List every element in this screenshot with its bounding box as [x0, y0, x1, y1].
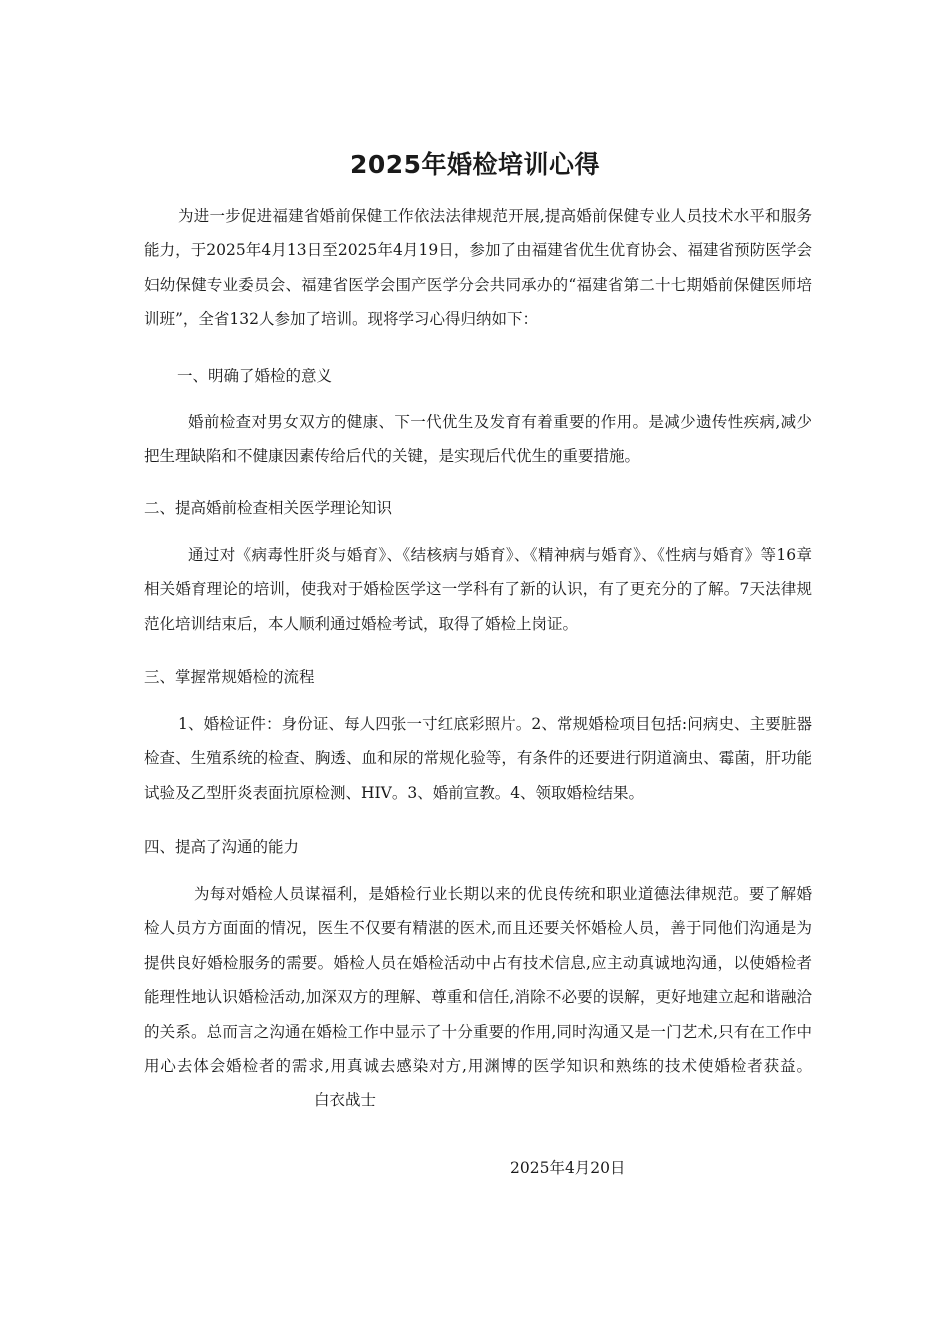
signature: 白衣战士 — [314, 1091, 377, 1110]
section-heading-2: 二、提高婚前检查相关医学理论知识 — [144, 499, 393, 517]
document-title: 2025年婚检培训心得 — [349, 150, 601, 179]
intro-paragraph: 为进一步促进福建省婚前保健工作依法法律规范开展,提高婚前保健专业人员技术水平和服务能力，于2025年4月13日至2025年4月19日，参加了由福建省优生优育协会、福建省预防医学会妇幼保健专业委员会、福建省医学会围产医学分会共同承办的“福建省第二十七期婚前保健医师培训班”，全省132人参加了培训。现将学习心得归纳如下： — [144, 207, 812, 329]
section-heading-1: 一、明确了婚检的意义 — [177, 367, 333, 385]
document-date: 2025年4月20日 — [510, 1159, 626, 1177]
section-body-1: 婚前检查对男女双方的健康、下一代优生及发育有着重要的作用。是减少遗传性疾病,减少把生理缺陷和不健康因素传给后代的关键，是实现后代优生的重要措施。 — [144, 413, 812, 466]
section-heading-3: 三、掌握常规婚检的流程 — [144, 668, 315, 686]
section-body-4 — [144, 877, 812, 1118]
section-heading-4: 四、提高了沟通的能力 — [144, 838, 300, 856]
section-body-4-text: 为每对婚检人员谋福利，是婚检行业长期以来的优良传统和职业道德法律规范。要了解婚检人员方方面面的情况，医生不仅要有精湛的医术,而且还要关怀婚检人员，善于同他们沟通是为提供良好婚检服务的需要。婚检人员在婚检活动中占有技术信息,应主动真诚地沟通，以使婚检者能理性地认识婚检活动,加深双方的理解、尊重和信任,消除不必要的误解，更好地建立起和谐融洽的关系。总而言之沟通在婚检工作中显示了十分重要的作用,同时沟通又是一门艺术,只有在工作中用心去体会婚检者的需求,用真诚去感染对方,用渊博的医学知识和熟练的技术使婚检者获益。 — [144, 885, 812, 1076]
section-body-3: 1、婚检证件：身份证、每人四张一寸红底彩照片。2、常规婚检项目包括:问病史、主要脏器检查、生殖系统的检查、胸透、血和尿的常规化验等，有条件的还要进行阴道滴虫、霉菌，肝功能试验及乙型肝炎表面抗原检测、HIV。3、婚前宣教。4、领取婚检结果。 — [144, 715, 812, 802]
section-body-2: 通过对《病毒性肝炎与婚育》、《结核病与婚育》、《精神病与婚育》、《性病与婚育》等16章相关婚育理论的培训，使我对于婚检医学这一学科有了新的认识，有了更充分的了解。7天法律规范化培训结束后，本人顺利通过婚检考试，取得了婚检上岗证。 — [144, 546, 812, 633]
